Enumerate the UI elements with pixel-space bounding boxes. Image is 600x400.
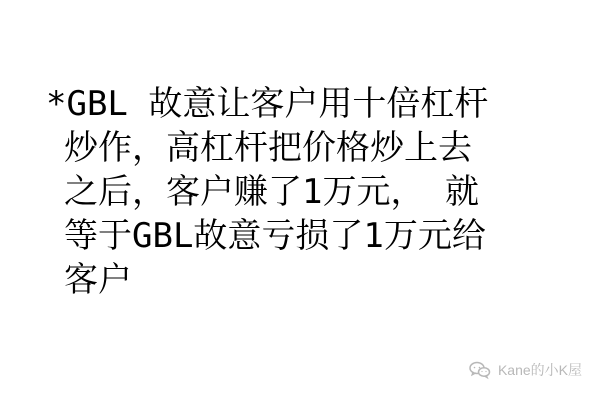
watermark-text: Kane的小K屋 [497, 362, 582, 378]
text-line-3: 之后，客户赚了1万元， 就 [64, 172, 479, 212]
text-line-1: *GBL 故意让客户用十倍杠杆 [46, 84, 489, 124]
text-line-2: 炒作，高杠杆把价格炒上去 [64, 128, 472, 168]
wechat-watermark [468, 360, 582, 380]
text-line-4: 等于GBL故意亏损了1万元给 [64, 216, 486, 256]
wechat-icon [468, 360, 492, 380]
document-text [46, 82, 586, 302]
text-line-5: 客户 [64, 260, 132, 300]
